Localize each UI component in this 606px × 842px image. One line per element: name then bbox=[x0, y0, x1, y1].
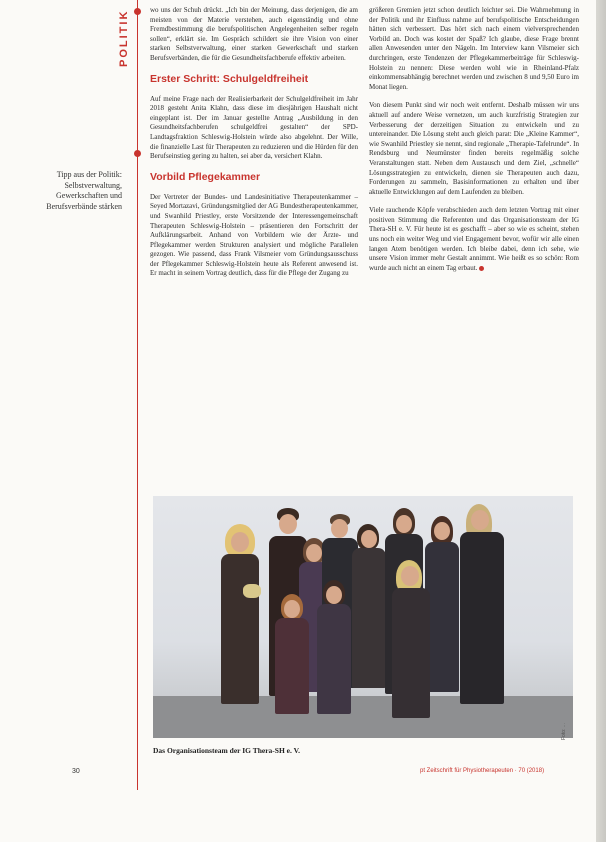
side-note: Tipp aus der Politik: Selbstverwaltung, Gewerkschaften und Berufsverbände stärken bbox=[46, 170, 122, 211]
paragraph: Der Vertreter der Bundes- und Landesinitiative Therapeutenkammer – Seyed Mortazavi, Gründungsmitglied der AG Bundestherapeutenkammer, und Swanhild Priestley, erste Vorsitzende der Interessengemeinschaft Therapeuten Schleswig-Holstein – präsentieren den Fortschritt der Aufklärungsarbeit. Anhand von Vorbildern wie der Ärzte- und Pflegekammer werden Strukturen analysiert und mögliche Parallelen gezogen. Wie passend, dass Frank Vilsmeier vom Gründungsausschuss der Pflegekammer Schleswig-Holstein heute als Referent anwesend ist. Er macht in seinem Vortrag deutlich, dass für die Pflege der Zugang zu bbox=[150, 192, 358, 278]
rule-marker bbox=[134, 8, 141, 15]
photo-floor bbox=[153, 696, 573, 738]
photo-caption: Das Organisationsteam der IG Thera-SH e. V. bbox=[153, 746, 300, 755]
subheading: Vorbild Pflegekammer bbox=[150, 170, 261, 183]
team-photo bbox=[153, 496, 573, 738]
section-rule bbox=[137, 0, 138, 790]
article-column-left bbox=[150, 6, 358, 288]
paragraph: Auf meine Frage nach der Realisierbarkeit der Schulgeldfreiheit im Jahr 2018 gesteht Anita Klahn, dass diese im diesjährigen Haushalt nicht eingeplant ist. Der im Januar gestellte Antrag „Ausbildung in den Gesundheitsfachberufen schulgeldfrei gestalten“ der SPD-Landtagsfraktion Schleswig-Holstein würde also abgelehnt. Der Wille, die finanzielle Last für Therapeuten zu reduzieren und die Hürden für den Berufseinstieg gering zu halten, sei aber da, versichert Klahn. bbox=[150, 94, 358, 161]
section-label: POLITIK bbox=[118, 10, 130, 68]
paragraph: größeren Gremien jetzt schon deutlich leichter sei. Die Wahrnehmung in der Politik und ihr Einfluss nahme auf berufspolitische Entscheidungen hätten sich verbessert. Das hört sich nach einem vielversprechenden Vorbild an. Doch was kostet der Spaß? Ich glaube, diese Frage brennt allen Anwesenden unter den Nägeln. Im Interview kann Vilsmeier sich durchringen, erste Tendenzen der Pflegekammerbeiträge für Schleswig-Holstein zu nennen: Diese werden wohl wie in Rheinland-Pfalz einkommensabhängig berechnet werden und zwischen 8 und 9,50 Euro im Monat liegen. bbox=[369, 6, 579, 91]
closing-text: Viele rauchende Köpfe verabschieden auch dem letzten Vortrag mit einer positiven Stimmung die Referenten und das Organisationsteam der IG Thera-SH e. V. Für heute ist es geschafft – aber so wie es scheint, stehen uns noch ein weiter Weg und viel Engagement bevor, wofür wir alle einen langen Atem benötigen werden. Ich bleibe dabei, denn ich sehe, wie unsere Vision immer mehr Gestalt annimmt. Wie heißt es so schön: Rom wurde auch nicht an einem Tag erbaut. bbox=[369, 206, 579, 272]
article-column-right bbox=[369, 6, 579, 282]
paragraph: Von diesem Punkt sind wir noch weit entfernt. Deshalb müssen wir uns aktuell auf andere Weise vernetzen, um auch kurzfristig Strategien zur Verbesserung der derzeitigen Situation zu entwickeln und zu untereinander. Die Lösung steht auch gleich parat: Die „Kleine Kammer“, wie Swanhild Priestley sie nennt, sind regionale „Therapie-Tafelrunde“. In Rendsburg und Neumünster finden bereits regelmäßig solche Veranstaltungen statt. Neben dem Austausch und dem Ziel, „schnelle“ Lösungsstrategien zu entwickeln, dienen sie Therapeuten auch dazu, Forderungen zu sammeln, Basisinformationen zu erhalten und über aktuelle Entwicklungen auf dem Laufenden zu bleiben. bbox=[369, 101, 579, 196]
photo-credit: Foto: ... bbox=[561, 723, 567, 740]
paragraph bbox=[369, 206, 579, 273]
subheading: Erster Schritt: Schulgeldfreiheit bbox=[150, 72, 309, 85]
rule-marker bbox=[134, 150, 141, 157]
paragraph: wo uns der Schuh drückt. „Ich bin der Meinung, dass derjenigen, die am meisten von der Materie verstehen, auch eigenständig und ohne Fremdbestimmung die berufspolitischen Angelegenheiten selber regeln sollen“, erklärt sie. Im Gespräch schildert sie ihre Vision von einer starken Selbstverwaltung, einer starken Gewerkschaft und starken Berufsverbänden, die für die Gesundheitsfachberufe effektiv arbeiten. bbox=[150, 6, 358, 62]
end-marker-icon bbox=[479, 266, 484, 271]
magazine-footer: pt Zeitschrift für Physiotherapeuten · 70 (2018) bbox=[420, 768, 545, 774]
page-edge bbox=[596, 0, 606, 842]
page-number: 30 bbox=[72, 768, 80, 775]
